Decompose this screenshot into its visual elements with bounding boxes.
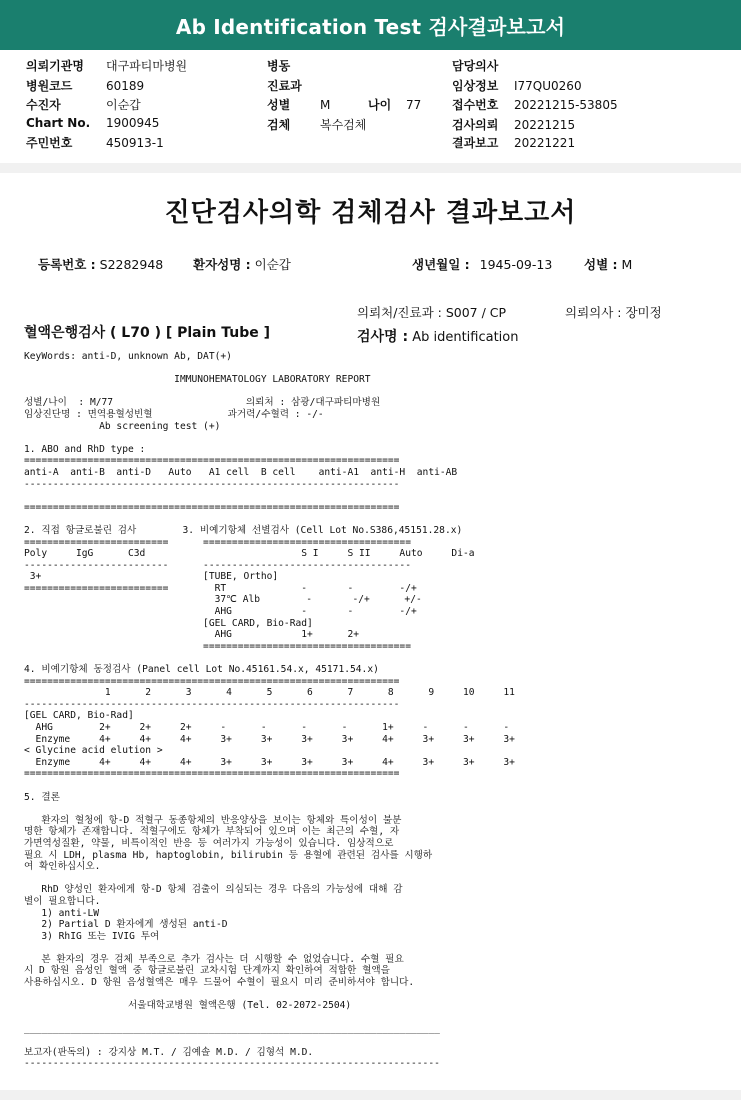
report-line xyxy=(24,1035,515,1047)
header-resident-no xyxy=(26,134,164,151)
header-label: Chart No. xyxy=(26,116,91,130)
header-value: 복수검체 xyxy=(320,118,367,132)
report-line xyxy=(24,652,515,664)
report-line: 1) anti-LW xyxy=(24,907,100,919)
report-line: 37℃ Alb - -/+ +/- xyxy=(24,594,422,606)
header-value: 20221221 xyxy=(514,136,576,150)
report-line: KeyWords: anti-D, unknown Ab, DAT(+) xyxy=(24,351,232,362)
patient-name xyxy=(193,255,291,273)
report-line: ----------------------------------------------------------------- xyxy=(24,698,400,710)
report-line: ================================================================= xyxy=(24,675,400,687)
exam-value: Ab identification xyxy=(412,330,519,345)
header-sex-age xyxy=(267,96,421,113)
report-line: 가면역성질환, 약물, 비특이적인 반응 등 여러가지 가능성이 있습니다. 임상적으로 xyxy=(24,837,394,849)
lab-report-body xyxy=(24,351,515,1070)
report-line xyxy=(24,780,515,792)
report-line: IMMUNOHEMATOLOGY LABORATORY REPORT xyxy=(24,374,371,386)
report-line: ========================= RT - - -/+ xyxy=(24,582,417,594)
report-line: 1 2 3 4 5 6 7 8 9 10 11 xyxy=(24,687,515,699)
report-line: 여 확인하십시오. xyxy=(24,861,101,873)
report-line: 5. 결론 xyxy=(24,791,60,803)
report-line xyxy=(24,1012,515,1024)
header-label: 병원코드 xyxy=(26,79,73,93)
header-label: 수진자 xyxy=(26,98,61,112)
dob-value: 1945-09-13 xyxy=(479,257,553,272)
section-divider xyxy=(0,163,741,173)
header-value: 60189 xyxy=(106,79,145,93)
report-line: AHG - - -/+ xyxy=(24,606,417,618)
report-line xyxy=(24,873,515,885)
report-line: ================================================================= xyxy=(24,455,400,467)
report-line xyxy=(24,432,515,444)
report-line: [GEL CARD, Bio-Rad] xyxy=(24,710,134,722)
header-department xyxy=(267,77,302,94)
header-label: 결과보고 xyxy=(452,136,499,150)
header-hospital-code xyxy=(26,77,144,94)
sex-value: M xyxy=(621,257,633,272)
patient-sex xyxy=(584,255,632,273)
test-name: 혈액은행검사 ( L70 ) [ Plain Tube ] xyxy=(24,325,271,341)
report-line: ================================================================= xyxy=(24,501,400,513)
header-receipt-no xyxy=(452,96,618,113)
report-line: < Glycine acid elution > xyxy=(24,745,163,757)
report-line: 사용하십시오. D 항원 음성혈액은 매우 드물어 수혈이 필요시 미리 준비하셔야 합니다. xyxy=(24,977,415,989)
header-value: 20221215-53805 xyxy=(514,98,618,112)
name-label: 환자성명 : xyxy=(193,257,251,272)
document-title: 진단검사의학 검체검사 결과보고서 xyxy=(164,198,577,228)
dob-label: 생년월일 : xyxy=(412,257,470,272)
report-line xyxy=(24,803,515,815)
header-value: 이순갑 xyxy=(106,98,141,112)
header-label: 병동 xyxy=(267,59,291,73)
report-line: ========================= ==================================== xyxy=(24,536,411,548)
report-line: ________________________________________________________________________ xyxy=(24,1023,440,1035)
header-value: 450913-1 xyxy=(106,136,164,150)
report-line: RhD 양성인 환자에게 항-D 항체 검출이 의심되는 경우 다음의 가능성에 대해 감 xyxy=(24,884,403,896)
report-line xyxy=(24,942,515,954)
header-label: 검체 xyxy=(267,118,291,132)
report-line: ----------------------------------------------------------------- xyxy=(24,478,400,490)
report-line xyxy=(24,363,515,375)
report-line: ------------------------------------------------------------------------ xyxy=(24,1058,440,1070)
header-ward xyxy=(267,57,290,74)
report-line xyxy=(24,490,515,502)
header-value: 1900945 xyxy=(106,116,160,130)
header-clinical-info xyxy=(452,77,582,94)
report-line: 환자의 혈청에 항-D 적혈구 동종항체의 반응양상을 보이는 항체와 특이성이 불분 xyxy=(24,814,402,826)
age-label: 나이 xyxy=(368,98,392,112)
requesting-department: 의뢰처/진료과 : S007 / CP xyxy=(357,305,507,320)
report-line: Poly IgG C3d S I S II Auto Di-a xyxy=(24,548,475,560)
header-request-date xyxy=(452,116,575,133)
header-value: M xyxy=(320,98,331,112)
exam-label: 검사명 : xyxy=(357,329,409,345)
header-label: 검사의뢰 xyxy=(452,118,499,132)
header-value: I77QU0260 xyxy=(514,79,582,93)
header-label: 성별 xyxy=(267,98,291,112)
report-line: Enzyme 4+ 4+ 4+ 3+ 3+ 3+ 3+ 4+ 3+ 3+ 3+ xyxy=(24,733,515,745)
report-line: AHG 1+ 2+ xyxy=(24,629,360,641)
report-banner xyxy=(0,0,741,50)
requesting-doctor: 의뢰의사 : 장미정 xyxy=(565,305,662,320)
header-hospital xyxy=(26,57,187,74)
header-label: 주민번호 xyxy=(26,136,73,150)
report-line: 별이 필요합니다. xyxy=(24,895,101,907)
header-value: 20221215 xyxy=(514,118,576,132)
report-line: 보고자(판독의) : 강지상 M.T. / 김예솔 M.D. / 김형석 M.D. xyxy=(24,1046,314,1058)
report-line: [GEL CARD, Bio-Rad] xyxy=(24,617,313,629)
header-specimen xyxy=(267,116,366,133)
report-line: 임상진단명 : 면역용혈성빈혈 과거력/수혈력 : -/- xyxy=(24,408,324,420)
report-line: Enzyme 4+ 4+ 4+ 3+ 3+ 3+ 3+ 4+ 3+ 3+ 3+ xyxy=(24,756,515,768)
header-label: 접수번호 xyxy=(452,98,499,112)
header-label: 담당의사 xyxy=(452,59,499,73)
birth-date xyxy=(412,255,552,273)
header-label: 의뢰기관명 xyxy=(26,59,84,73)
header-label: 진료과 xyxy=(267,79,302,93)
banner-title: Ab Identification Test 검사결과보고서 xyxy=(175,14,566,39)
report-line: 시 D 항원 음성인 혈액 중 항글로불린 교차시험 단계까지 확인하여 적합한 혈액을 xyxy=(24,965,390,977)
header-patient xyxy=(26,96,141,113)
report-line: 2. 직접 항글로불린 검사 3. 비예기항체 선별검사 (Cell Lot No.S386,45151.28.x) xyxy=(24,524,463,536)
report-line xyxy=(24,513,515,525)
report-line: anti-A anti-B anti-D Auto A1 cell B cell anti-A1 anti-H anti-AB xyxy=(24,466,458,478)
report-line: ==================================== xyxy=(24,640,411,652)
reg-label: 등록번호 : xyxy=(38,257,96,272)
report-line: 2) Partial D 환자에게 생성된 anti-D xyxy=(24,919,228,931)
report-line xyxy=(24,989,515,1001)
report-line: 서울대학교병원 혈액은행 (Tel. 02-2072-2504) xyxy=(24,1000,352,1012)
header-chart-no xyxy=(26,116,159,130)
header-label: 임상정보 xyxy=(452,79,499,93)
report-line: 본 환자의 경우 검체 부족으로 추가 검사는 더 시행할 수 없었습니다. 수혈 필요 xyxy=(24,953,404,965)
report-line: 3+ [TUBE, Ortho] xyxy=(24,571,279,583)
name-value: 이순갑 xyxy=(254,257,291,272)
bottom-divider xyxy=(0,1090,741,1100)
report-line: AHG 2+ 2+ 2+ - - - - 1+ - - - xyxy=(24,722,510,733)
report-line: 1. ABO and RhD type : xyxy=(24,443,146,455)
report-line: 3) RhIG 또는 IVIG 투여 xyxy=(24,930,160,942)
header-value: 대구파티마병원 xyxy=(106,59,188,73)
reg-value: S2282948 xyxy=(99,257,164,272)
report-line: 성별/나이 : M/77 의뢰처 : 삼광/대구파티마병원 xyxy=(24,397,381,409)
report-line: ================================================================= xyxy=(24,768,400,780)
header-report-date xyxy=(452,134,575,151)
report-line: 명한 항체가 존재합니다. 적혈구에도 항체가 부착되어 있으며 이는 최근의 수혈, 자 xyxy=(24,826,400,838)
header-doctor xyxy=(452,57,498,74)
report-line: 4. 비예기항체 동정검사 (Panel cell Lot No.45161.54.x, 45171.54.x) xyxy=(24,664,379,676)
registration-number xyxy=(38,255,163,273)
sex-label: 성별 : xyxy=(584,257,618,272)
report-line: ------------------------- ------------------------------------ xyxy=(24,559,411,571)
report-line xyxy=(24,386,515,398)
age-value: 77 xyxy=(406,98,422,112)
report-line: 필요 시 LDH, plasma Hb, haptoglobin, bilirubin 등 용혈에 관련된 검사를 시행하 xyxy=(24,849,433,861)
exam-name xyxy=(357,326,518,346)
report-line: Ab screening test (+) xyxy=(24,420,221,432)
